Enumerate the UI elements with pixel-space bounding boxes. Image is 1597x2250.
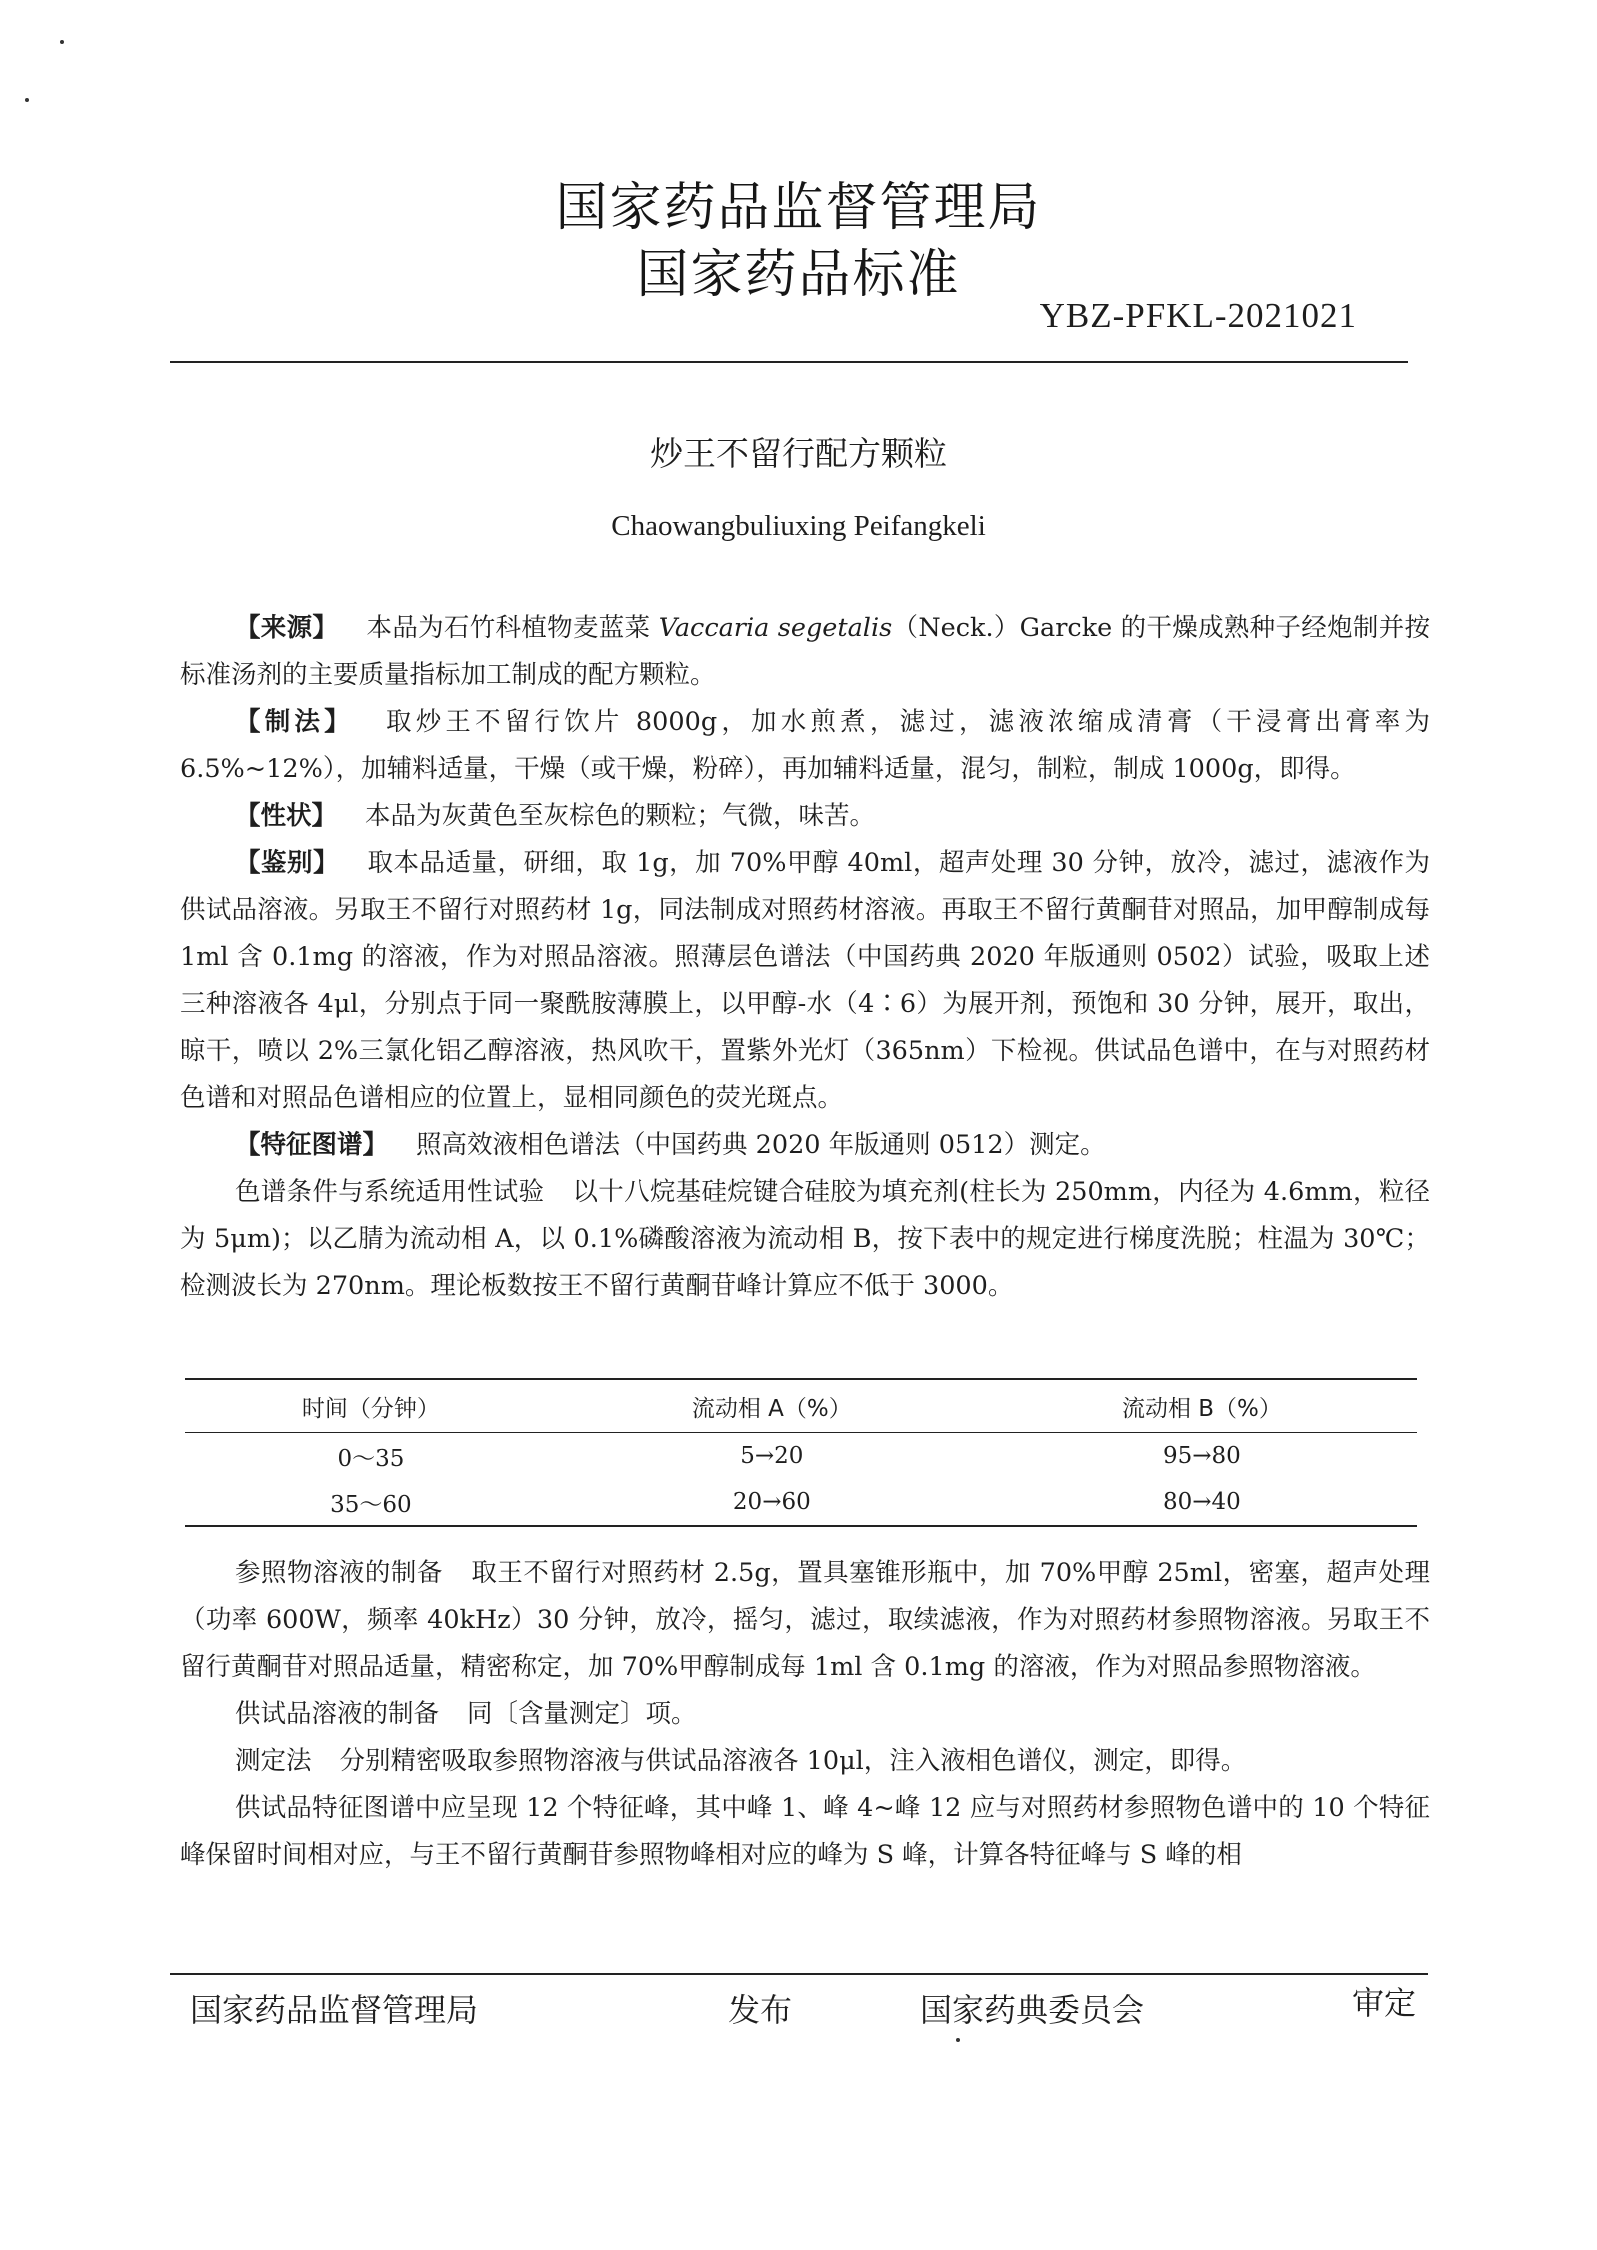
latin-name: Vaccaria segetalis (658, 613, 893, 643)
product-pinyin: Chaowangbuliuxing Peifangkeli (611, 510, 986, 542)
table-row (185, 1479, 1417, 1526)
table-cell: 80→40 (1163, 1489, 1241, 1515)
section-text: 以十八烷基硅烷键合硅胶为填充剂(柱长为 250mm，内径为 4.6mm，粒径为 5μm)；以乙腈为流动相 A，以 0.1%磷酸溶液为流动相 B，按下表中的规定进行梯度洗脱；柱温为 30℃；检测波长为 270nm。理论板数按王不留行黄酮苷峰计算应不低于 3000。 (180, 1177, 1430, 1301)
section-peaks (180, 1785, 1430, 1879)
table-cell: 5→20 (740, 1443, 804, 1469)
footer-issuer: 国家药品监督管理局 (190, 1991, 479, 2029)
section-fingerprint (180, 1122, 1430, 1169)
section-conditions (180, 1169, 1430, 1310)
section-text: 供试品特征图谱中应呈现 12 个特征峰，其中峰 1、峰 4~峰 12 应与对照药材参照物色谱中的 10 个特征峰保留时间相对应，与王不留行黄酮苷参照物峰相对应的峰为 S 峰，计算各特征峰与 S 峰的相 (180, 1793, 1430, 1870)
subsection-label: 测定法 (235, 1746, 312, 1776)
section-identification (180, 840, 1430, 1122)
section-tag: 【性状】 (235, 801, 338, 831)
table-header-row (185, 1379, 1417, 1433)
section-reference (180, 1550, 1430, 1691)
standard-code: YBZ-PFKL-2021021 (1039, 296, 1357, 335)
table-cell: 35～60 (330, 1491, 412, 1518)
section-text: 取本品适量，研细，取 1g，加 70%甲醇 40ml，超声处理 30 分钟，放冷，滤过，滤液作为供试品溶液。另取王不留行对照药材 1g，同法制成对照药材溶液。再取王不留行黄酮苷对照品，加甲醇制成每 1ml 含 0.1mg 的溶液，作为对照品溶液。照薄层色谱法（中国药典 2020 年版通则 0502）试验，吸取上述三种溶液各 4μl，分别点于同一聚酰胺薄膜上，以甲醇-水（4∶6）为展开剂，预饱和 30 分钟，展开，取出，晾干，喷以 2%三氯化铝乙醇溶液，热风吹干，置紫外光灯（365nm）下检视。供试品色谱中，在与对照药材色谱和对照品色谱相应的位置上，显相同颜色的荧光斑点。 (180, 848, 1430, 1113)
section-tag: 【来源】 (235, 613, 339, 643)
table-header-cell: 时间（分钟） (301, 1395, 440, 1422)
table-cell: 20→60 (732, 1489, 811, 1515)
section-text: 分别精密吸取参照物溶液与供试品溶液各 10μl，注入液相色谱仪，测定，即得。 (339, 1746, 1247, 1776)
scan-speck (25, 98, 29, 102)
section-text: 本品为石竹科植物麦蓝菜 (366, 613, 659, 643)
header-rule (170, 361, 1408, 363)
section-tag: 【特征图谱】 (235, 1130, 389, 1160)
table-header-cell: 流动相 B（%） (1121, 1395, 1282, 1422)
section-sample (180, 1691, 1430, 1738)
section-assay (180, 1738, 1430, 1785)
footer-review: 审定 (1352, 1984, 1417, 2022)
gradient-table (185, 1378, 1417, 1527)
section-text: 本品为灰黄色至灰棕色的颗粒；气微，味苦。 (365, 801, 876, 831)
section-text: 同〔含量测定〕项。 (467, 1699, 697, 1729)
scan-speck (956, 2038, 960, 2042)
footer-publish: 发布 (728, 1991, 793, 2029)
product-title: 炒王不留行配方颗粒 (650, 434, 947, 473)
subsection-label: 供试品溶液的制备 (235, 1699, 440, 1729)
section-tag: 【制法】 (235, 707, 354, 737)
table-cell: 95→80 (1163, 1443, 1241, 1469)
header-agency: 国家药品监督管理局 (555, 178, 1042, 238)
scan-speck (60, 40, 64, 44)
body-lower (180, 1550, 1430, 1879)
body-upper (180, 605, 1430, 1310)
section-text: 照高效液相色谱法（中国药典 2020 年版通则 0512）测定。 (416, 1130, 1106, 1160)
subsection-label: 色谱条件与系统适用性试验 (235, 1177, 545, 1207)
section-text: 取炒王不留行饮片 8000g，加水煎煮，滤过，滤液浓缩成清膏（干浸膏出膏率为 6.5%~12%），加辅料适量，干燥（或干燥，粉碎），再加辅料适量，混匀，制粒，制成 1000g，即得。 (180, 707, 1430, 784)
section-character (180, 793, 1430, 840)
section-text: 取王不留行对照药材 2.5g，置具塞锥形瓶中，加 70%甲醇 25ml，密塞，超声处理（功率 600W，频率 40kHz）30 分钟，放冷，摇匀，滤过，取续滤液，作为对照药材参照物溶液。另取王不留行黄酮苷对照品适量，精密称定，加 70%甲醇制成每 1ml 含 0.1mg 的溶液，作为对照品参照物溶液。 (180, 1558, 1430, 1682)
subsection-label: 参照物溶液的制备 (235, 1558, 443, 1588)
section-tag: 【鉴别】 (235, 848, 339, 878)
table-row (185, 1433, 1417, 1480)
section-text: （Neck.）Garcke 的干燥成熟种子经炮制并按标准汤剂的主要质量指标加工制成的配方颗粒。 (180, 613, 1431, 690)
section-method (180, 699, 1430, 793)
section-source (180, 605, 1430, 699)
table-cell: 0～35 (337, 1445, 405, 1472)
footer-rule (170, 1973, 1428, 1975)
table-header-cell: 流动相 A（%） (691, 1395, 852, 1422)
header-standard: 国家药品标准 (636, 245, 961, 305)
footer-committee: 国家药典委员会 (920, 1991, 1145, 2029)
